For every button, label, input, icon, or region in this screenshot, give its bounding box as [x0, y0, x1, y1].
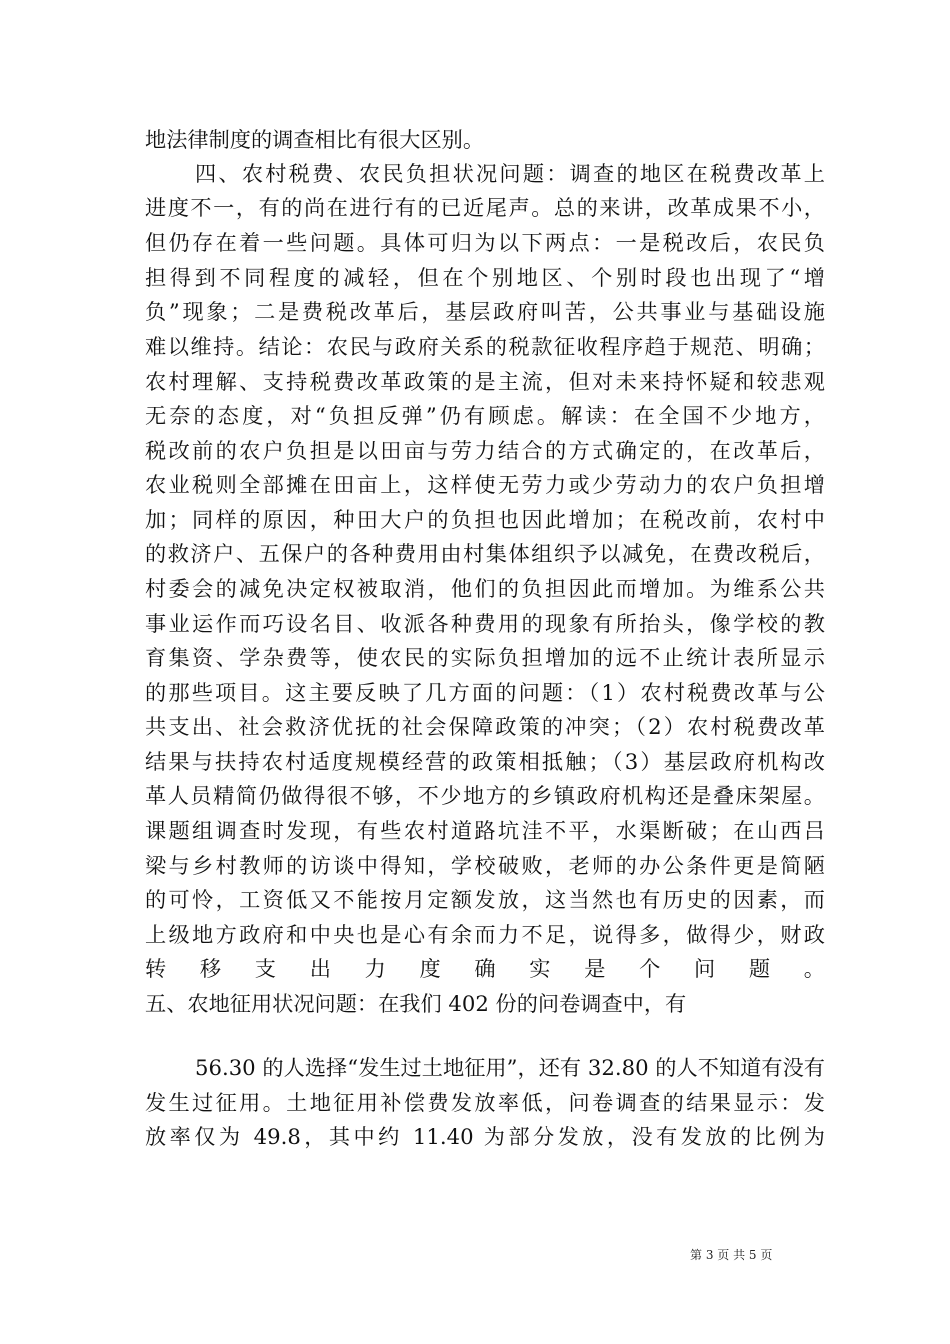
text-line-2: 四、农村税费、农民负担状况问题：调查的地区在税费改革上 — [195, 161, 825, 186]
text-line-19: 结果与扶持农村适度规模经营的政策相抵触；（3）基层政府机构改 — [145, 749, 825, 774]
text-line-26: 五、农地征用状况问题：在我们 402 份的问卷调查中，有 — [145, 991, 687, 1016]
text-line-17: 的那些项目。这主要反映了几方面的问题：（1）农村税费改革与公 — [145, 680, 825, 705]
text-line-15: 事业运作而巧设名目、收派各种费用的现象有所抬头，像学校的教 — [145, 611, 825, 636]
text-line-8: 农村理解、支持税费改革政策的是主流，但对未来持怀疑和较悲观 — [145, 369, 825, 394]
text-line-28: 发生过征用。土地征用补偿费发放率低，问卷调查的结果显示：发 — [145, 1090, 825, 1115]
text-line-11: 农业税则全部摊在田亩上，这样使无劳力或少劳动力的农户负担增 — [145, 472, 825, 497]
text-line-25: 转移支出力度确实是个问题。 — [145, 956, 825, 981]
text-line-18: 共支出、社会救济优抚的社会保障政策的冲突；（2）农村税费改革 — [145, 714, 825, 739]
text-line-12: 加；同样的原因，种田大户的负担也因此增加；在税改前，农村中 — [145, 507, 825, 532]
page-number-footer: 第 3 页 共 5 页 — [690, 1248, 773, 1262]
text-line-4: 但仍存在着一些问题。具体可归为以下两点：一是税改后，农民负 — [145, 230, 825, 255]
text-line-13: 的救济户、五保户的各种费用由村集体组织予以减免，在费改税后， — [145, 541, 825, 566]
text-line-3: 进度不一，有的尚在进行有的已近尾声。总的来讲，改革成果不小， — [145, 195, 825, 220]
text-line-22: 梁与乡村教师的访谈中得知，学校破败，老师的办公条件更是简陋 — [145, 853, 825, 878]
text-line-29: 放率仅为 49.8，其中约 11.40 为部分发放，没有发放的比例为 — [145, 1124, 825, 1149]
text-line-7: 难以维持。结论：农民与政府关系的税款征收程序趋于规范、明确； — [145, 334, 825, 359]
text-line-20: 革人员精简仍做得很不够，不少地方的乡镇政府机构还是叠床架屋。 — [145, 783, 825, 808]
text-line-30 — [145, 1155, 825, 1189]
text-line-10: 税改前的农户负担是以田亩与劳力结合的方式确定的，在改革后， — [145, 438, 825, 463]
text-line-1: 地法律制度的调查相比有很大区别。 — [145, 127, 485, 152]
text-line-6: 负”现象；二是费税改革后，基层政府叫苦，公共事业与基础设施 — [145, 299, 825, 324]
text-line-27: 56.30 的人选择“发生过土地征用”，还有 32.80 的人不知道有没有 — [195, 1055, 825, 1080]
text-line-9: 无奈的态度，对“负担反弹”仍有顾虑。解读：在全国不少地方， — [145, 403, 825, 428]
text-line-14: 村委会的减免决定权被取消，他们的负担因此而增加。为维系公共 — [145, 576, 825, 601]
text-line-21: 课题组调查时发现，有些农村道路坑洼不平，水渠断破；在山西吕 — [145, 818, 825, 843]
text-line-24: 上级地方政府和中央也是心有余而力不足，说得多，做得少，财政 — [145, 922, 825, 947]
text-line-5: 担得到不同程度的减轻，但在个别地区、个别时段也出现了“增 — [145, 265, 825, 290]
text-line-23: 的可怜，工资低又不能按月定额发放，这当然也有历史的因素，而 — [145, 887, 825, 912]
text-line-16: 育集资、学杂费等，使农民的实际负担增加的远不止统计表所显示 — [145, 645, 825, 670]
